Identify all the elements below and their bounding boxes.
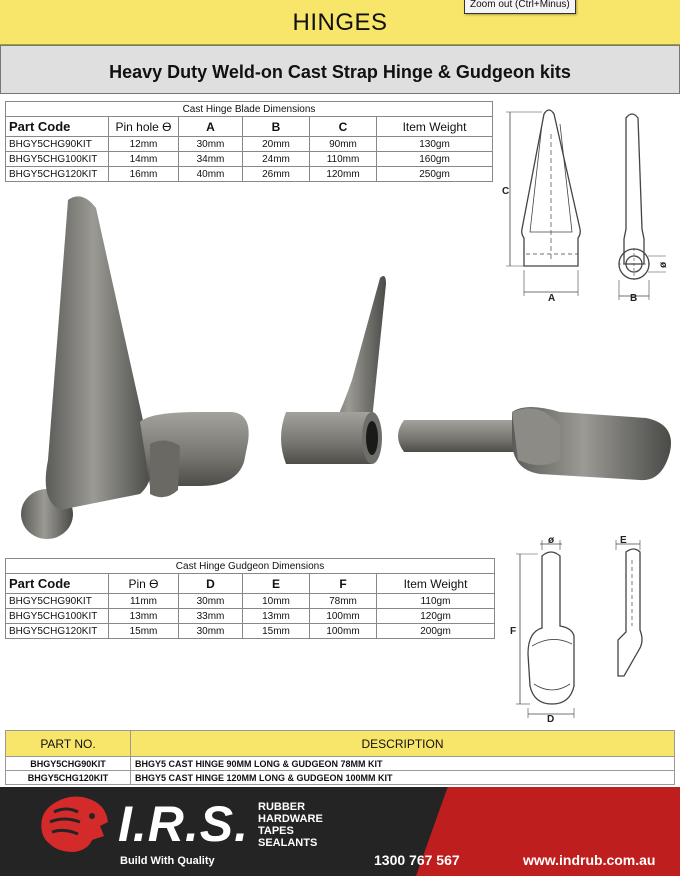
zoom-tooltip: Zoom out (Ctrl+Minus)	[464, 0, 576, 14]
title-bar	[0, 0, 680, 45]
table-cell: 33mm	[179, 609, 243, 624]
part-number: BHGY5CHG120KIT	[6, 771, 131, 785]
table-cell: 160gm	[377, 152, 493, 167]
dimension-label-c: C	[502, 186, 510, 197]
table-row	[6, 771, 675, 785]
category-item: HARDWARE	[258, 813, 323, 825]
table-caption: Cast Hinge Gudgeon Dimensions	[6, 559, 495, 574]
column-header: F	[310, 574, 377, 594]
column-header: Part Code	[6, 117, 109, 137]
category-item: RUBBER	[258, 801, 306, 813]
page-subtitle: Heavy Duty Weld-on Cast Strap Hinge & Gudgeon kits	[109, 62, 571, 82]
table-cell: 30mm	[179, 594, 243, 609]
dimension-label-b: B	[630, 293, 638, 304]
table-cell: 26mm	[243, 167, 310, 182]
table-cell: 20mm	[243, 137, 310, 152]
hinge-product-photo	[0, 190, 680, 550]
table-row	[6, 167, 493, 182]
table-cell: BHGY5CHG120KIT	[6, 167, 109, 182]
column-header: A	[179, 117, 243, 137]
column-header: Item Weight	[377, 117, 493, 137]
part-number: BHGY5CHG90KIT	[6, 757, 131, 771]
table-cell: 78mm	[310, 594, 377, 609]
table-cell: 130gm	[377, 137, 493, 152]
column-header: Pin hole ϴ	[109, 117, 179, 137]
table-cell: BHGY5CHG100KIT	[6, 609, 109, 624]
column-header: E	[243, 574, 310, 594]
column-header: C	[310, 117, 377, 137]
table-row	[6, 757, 675, 771]
table-row	[6, 609, 495, 624]
table-cell: 30mm	[179, 624, 243, 639]
table-cell: 13mm	[243, 609, 310, 624]
logo-tagline: Build With Quality	[120, 855, 215, 867]
column-header-description: DESCRIPTION	[131, 731, 675, 757]
table-cell: 15mm	[243, 624, 310, 639]
gudgeon-technical-drawing	[508, 536, 678, 722]
table-row	[6, 137, 493, 152]
table-cell: 90mm	[310, 137, 377, 152]
part-description: BHGY5 CAST HINGE 120MM LONG & GUDGEON 100MM KIT	[131, 771, 675, 785]
table-cell: 200gm	[377, 624, 495, 639]
dimension-label-diameter: ø	[548, 536, 555, 546]
gudgeon-dimensions-table	[5, 558, 495, 639]
column-header: Item Weight	[377, 574, 495, 594]
table-cell: 30mm	[179, 137, 243, 152]
table-cell: 110mm	[310, 152, 377, 167]
column-header: Part Code	[6, 574, 109, 594]
dimension-label-d: D	[547, 714, 555, 722]
table-row	[6, 624, 495, 639]
dimension-label-e: E	[620, 536, 627, 546]
table-cell: 100mm	[310, 624, 377, 639]
part-description: BHGY5 CAST HINGE 90MM LONG & GUDGEON 78MM KIT	[131, 757, 675, 771]
lion-logo-icon	[34, 792, 112, 854]
column-header: Pin ϴ	[109, 574, 179, 594]
parts-table	[5, 730, 675, 785]
category-item: TAPES	[258, 825, 294, 837]
table-cell: 11mm	[109, 594, 179, 609]
table-cell: 100mm	[310, 609, 377, 624]
phone-number: 1300 767 567	[374, 852, 460, 868]
table-cell: BHGY5CHG100KIT	[6, 152, 109, 167]
column-header: D	[179, 574, 243, 594]
blade-dimensions-table	[5, 101, 493, 182]
page-title: HINGES	[292, 9, 388, 36]
table-row	[6, 594, 495, 609]
website-link[interactable]: www.indrub.com.au	[523, 852, 656, 868]
table-cell: 15mm	[109, 624, 179, 639]
table-cell: BHGY5CHG90KIT	[6, 137, 109, 152]
table-cell: 14mm	[109, 152, 179, 167]
table-cell: 16mm	[109, 167, 179, 182]
dimension-label-a: A	[548, 293, 556, 304]
table-cell: 12mm	[109, 137, 179, 152]
table-cell: 120mm	[310, 167, 377, 182]
table-cell: 34mm	[179, 152, 243, 167]
column-header-part-no: PART NO.	[6, 731, 131, 757]
table-cell: BHGY5CHG90KIT	[6, 594, 109, 609]
category-list	[258, 801, 323, 849]
table-cell: BHGY5CHG120KIT	[6, 624, 109, 639]
column-header: B	[243, 117, 310, 137]
table-row	[6, 152, 493, 167]
table-cell: 250gm	[377, 167, 493, 182]
dimension-label-diameter: ø	[658, 261, 669, 268]
table-cell: 10mm	[243, 594, 310, 609]
table-cell: 120gm	[377, 609, 495, 624]
category-item: SEALANTS	[258, 837, 318, 849]
table-cell: 24mm	[243, 152, 310, 167]
logo-wordmark: I.R.S.	[118, 796, 250, 852]
table-cell: 13mm	[109, 609, 179, 624]
table-caption: Cast Hinge Blade Dimensions	[6, 102, 493, 117]
table-cell: 110gm	[377, 594, 495, 609]
dimension-label-f: F	[510, 626, 517, 637]
table-cell: 40mm	[179, 167, 243, 182]
subtitle-bar	[0, 45, 680, 94]
